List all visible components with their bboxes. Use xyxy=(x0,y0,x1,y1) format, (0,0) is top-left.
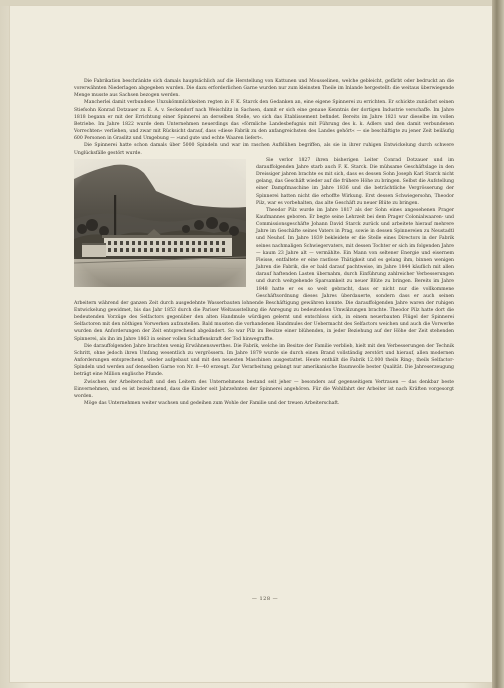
paragraph: Die Fabrikation beschränkte sich damals hauptsächlich auf die Herstellung von Kattunen und Mousselinen, welche gebleicht, gefärbt oder bedruckt an die vorerwähnten Niederlagen abgegeben wurden. Die dazu erforderlichen Garne wurden nur zum kleinsten Theile im Inlande hergestellt: die weitaus überwiegende Menge musste aus Sachsen bezogen werden. xyxy=(74,79,454,99)
page-number: — 128 — xyxy=(251,596,279,602)
paragraph: Möge das Unternehmen weiter wachsen und gedeihen zum Wohle der Familie und der treuen Arbeiterschaft. xyxy=(84,401,340,407)
page-text xyxy=(74,78,454,407)
paragraph: Sie verlor 1827 ihren bisherigen Leiter Conrad Dotzauer und im darauffolgenden Jahre starb auch F. K. Starck. Die mühsame Geschäftslage in den Dreissiger jahren brachte es mit sich, dass es dessen Sohn Joseph Karl Starck nicht gelang, das Geschäft wieder auf die frühere Höhe zu bringen. Selbst die Aufstellung einer Dampfmaschine im Jahre 1836 und die beträchtliche Vergrösserung der Spinnerei hatten nicht die erhoffte Wirkung. Erst dessen Schwiegersohn, Theodor Pilz, war es vorbehalten, das alte Geschäft zu neuer Blüte zu bringen. xyxy=(256,157,454,206)
paragraph: Theodor Pilz wurde im Jahre 1817 als der Sohn eines angesehenen Prager Kaufmannes geboren. Er begte seine Lehrzeit bei dem Prager Colonialwaaren- und Commissionsgeschäfte Johann David Starck zurück und arbeitete hierauf mehrere Jahre im Geschäfte seines Vaters in Prag, sowie in dessen Spinnereien zu Neustadtl und Neuhof. Im Jahre 1839 bekleidete er die Stelle eines Directors in der Fabrik seines nachmaligen Schwiegervaters, mit dessen Tochter er sich im folgenden Jahre — kaum 23 Jahre alt — vermählte. Ein Mann von seltener Energie und eisernem Fleisse, entfaltete er eine rastlose Thätigkeit und es gelang ihm, binnen wenigen Jahren die Fabrik, die er bald darauf pachtweise, im Jahre 1844 käuflich mit allen darauf haftenden Lasten übernahm, durch Einführung zahlreicher Verbesserungen und durch weitgehende Sparsamkeit zu neuer Blüte zu bringen. Bereits im Jahre 1848 hatte er es so weit gebracht, dass er nicht nur die vollkommene Geschäftsordnung dieses Jahres überdauerte, sondern dass er auch seinen Arbeitern während der ganzen Zeit durch ausgedehnte Wasserbauten lohnende Beschäftigung gewähren konnte. Die darauffolgenden Jahre waren der ruhigen Entwickelung gewidmet, bis das Jahr 1853 durch die Pariser Weltausstellung die Anregung zu bedeutenden Umwälzungen brachte. Theodor Pilz hatte dort die bedeutenden Vorzüge des Selfactors gegenüber den alten Handmule würdigen gelernt und entschloss sich, in einem neuerbauten Flügel der Spinnerei Selfactoren mit den nöthigen Vorwerken aufzustellen. Bald mussten die vorhandenen Handmules der Uebermacht des Selfactors weichen und auch die Vorwerke wurden den Anforderungen der Zeit entsprechend abgeändert. So war Pilz im Besitze einer blühenden, in jeder Beziehung auf der Höhe der Zeit stehenden Spinnerei, als ihn im Jahre 1863 in seiner vollen Schaffenskraft der Tod hinwegraffte. xyxy=(74,207,454,342)
factory-illustration xyxy=(74,159,248,289)
paragraph: Die darauffolgenden Jahre brachten wenig Erwähnenswerthes. Die Fabrik, welche im Besitze der Familie verblieb, hielt mit den Verbesserungen der Technik Schritt, ohne jedoch ihren Umfang wesentlich zu vergrössern. Im Jahre 1879 wurde sie durch einen Brand vollständig zerstört und hierauf, allen modernen Anforderungen entsprechend, wieder aufgebaut und mit den neuesten Maschinen ausgestattet. Heute enthält die Fabrik 12.000 theils Ring-, theils Selfactor-Spindeln und werden auf denselben Garne von Nr. 8—40 erzeugt. Zur Verarbeitung gelangt nur amerikanische Baumwolle bester Qualität. Die Jahreserzeugung beträgt eine Million englische Pfunde. xyxy=(74,343,454,378)
paragraph: Zwischen der Arbeiterschaft und den Leitern des Unternehmens bestand seit jeher — besonders auf gegenseitigem Vertrauen — das denkbar beste Einvernehmen, und es ist bezeichnend, dass die Kinder seit Jahrzehnten der Spinnerei angehören. Für die Wohlfahrt der Arbeiter ist nach Kräften vorgesorgt worden. xyxy=(74,379,454,399)
factory-engraving-image xyxy=(74,159,246,287)
book-spine-edge xyxy=(492,0,504,688)
paragraph: Mancherlei damit verbundene Unzukömmlichkeiten regten in F. K. Starck den Gedanken an, eine eigene Spinnerei zu errichten. Er schickte zunächst seinen Stiefsohn Konrad Dotzauer zu E. A. v. Seckendorf nach Weischlitz in Sachsen, damit er sich eine genaue Kenntnis der dortigen Industrie verschaffe. Im Jahre 1818 begann er mit der Errichtung einer Spinnerei an derselben Stelle, wo sich das Etablissement befindet. Bereits im Jahre 1821 war dieselbe im vollen Betriebe. Im Jahre 1822 wurde dem Unternehmen neuerdings das »förmliche Landesbefugnis mit Führung des k. k. Adlers und den damit verbundenen Vorrechten« verliehen, und zwar mit Rücksicht darauf, dass »diese Fabrik zu den anfangreichsten des Landes gehört« — sie beschäftigte zu jener Zeit beiläufig 600 Personen in Graslitz und Umgebung — »und gute und echte Waaren liefert«. xyxy=(74,100,454,142)
paragraph: Die Spinnerei hatte schon damals über 5000 Spindeln und war im raschen Aufblühen begriffen, als sie in ihrer ruhigen Entwickelung durch schwere Unglücksfälle gestört wurde. xyxy=(74,143,454,156)
